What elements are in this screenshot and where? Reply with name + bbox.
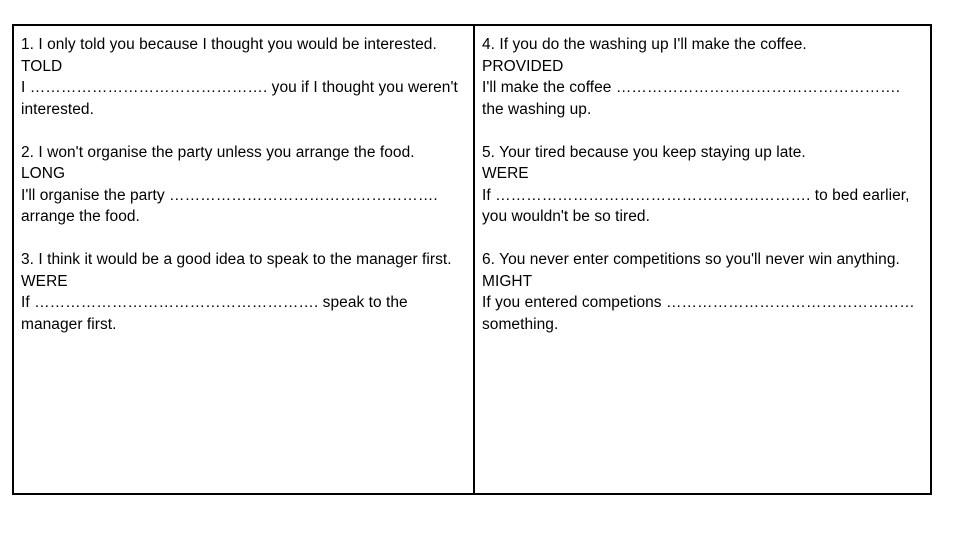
question-keyword: WERE [21, 272, 68, 290]
question-keyword: PROVIDED [482, 57, 564, 75]
question-keyword: LONG [21, 165, 66, 182]
question-4 [482, 34, 924, 120]
question-prompt: 3. I think it would be a good idea to speak to the manager first. [21, 251, 452, 268]
question-answer-line: I'll organise the party ……………………………………………. arrange the food. [21, 186, 438, 225]
question-5 [482, 142, 924, 228]
question-2 [21, 142, 467, 228]
question-answer-line: I'll make the coffee ………………………………………………. the washing up. [482, 79, 901, 118]
question-1 [21, 34, 467, 120]
question-answer-line: If ………………………………………………. speak to the manager first. [21, 294, 408, 333]
exercise-table [12, 24, 932, 495]
question-prompt: 1. I only told you because I thought you would be interested. [21, 36, 437, 53]
question-prompt: 6. You never enter competitions so you'll never win anything. [482, 251, 900, 268]
question-answer-line: I ………………………………………. you if I thought you weren't interested. [21, 79, 458, 118]
question-prompt: 5. Your tired because you keep staying up late. [482, 143, 806, 161]
question-answer-line: If ……………………………………………………. to bed earlier, you wouldn't be so tired. [482, 186, 910, 225]
question-keyword: TOLD [21, 57, 63, 75]
question-answer-line: If you entered competions ………………………………………… something. [482, 294, 915, 333]
question-keyword: MIGHT [482, 272, 533, 290]
question-prompt: 4. If you do the washing up I'll make the coffee. [482, 36, 807, 53]
right-column [475, 26, 930, 493]
question-keyword: WERE [482, 165, 529, 182]
question-prompt: 2. I won't organise the party unless you arrange the food. [21, 143, 415, 161]
question-3 [21, 249, 467, 335]
question-6 [482, 249, 924, 335]
left-column [14, 26, 475, 493]
